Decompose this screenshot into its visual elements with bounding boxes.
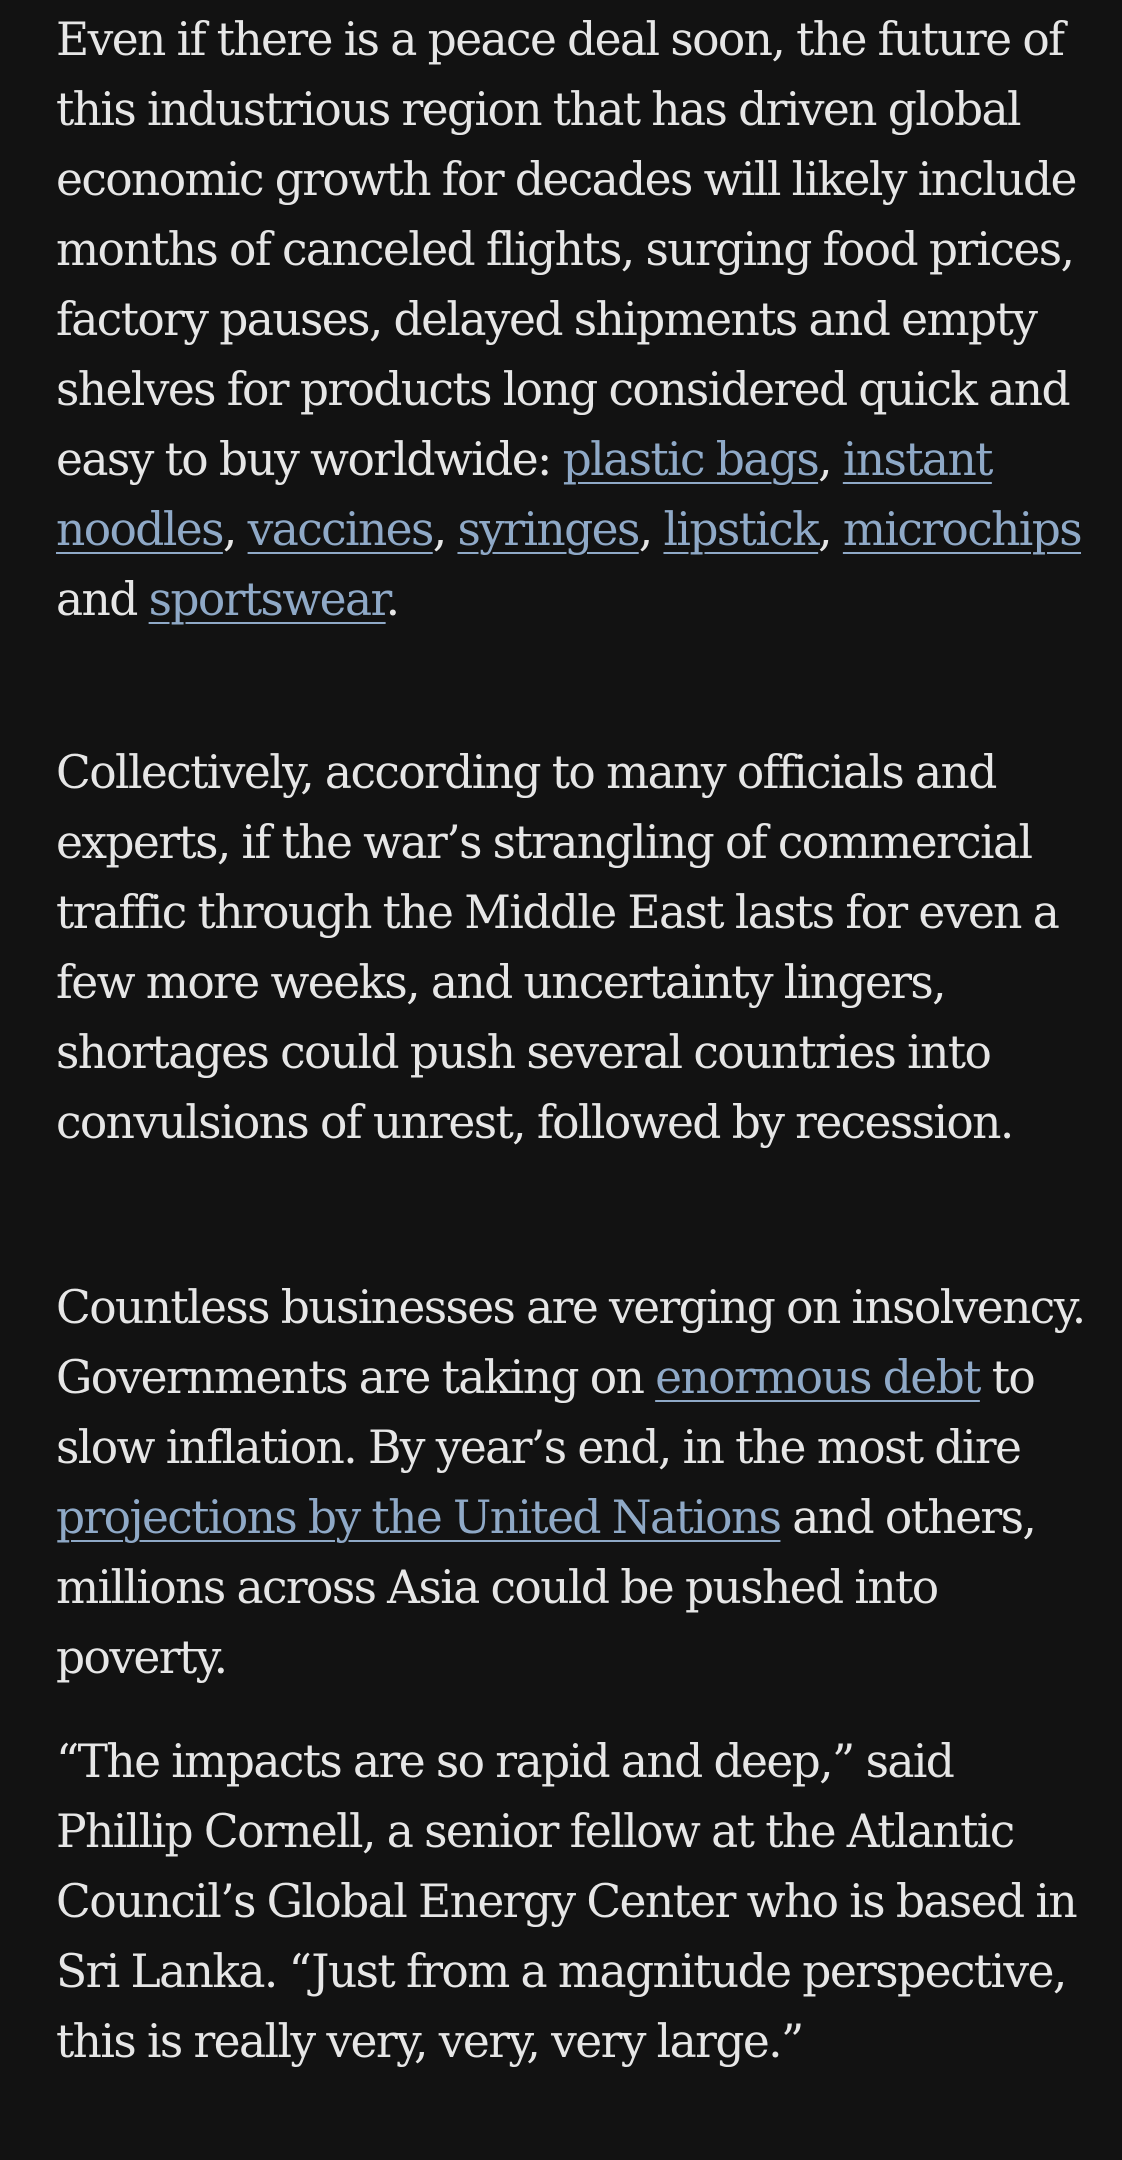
link-syringes[interactable]: syringes xyxy=(457,503,639,556)
comma-separator: , xyxy=(432,503,458,556)
sentence-end: . xyxy=(385,573,399,626)
paragraph-2: Collectively, according to many officials and experts, if the war’s strangling of commercial traffic through the Middle East lasts for even a few more weeks, and uncertainty lingers, shortages could push several countries into convulsions of unrest, followed by recession. xyxy=(56,746,1059,1149)
paragraph-3-text-2: to slow inflation. By year’s end, in the most dire xyxy=(56,1351,1035,1474)
link-microchips[interactable]: microchips xyxy=(842,503,1082,556)
paragraph-1 xyxy=(56,5,1096,635)
link-vaccines[interactable]: vaccines xyxy=(247,503,433,556)
paragraph-3-text-3: and others, millions across Asia could be pushed into poverty. xyxy=(56,1491,1036,1684)
and-connector: and xyxy=(56,573,149,626)
link-lipstick[interactable]: lipstick xyxy=(663,503,819,556)
link-enormous-debt[interactable]: enormous debt xyxy=(655,1351,980,1404)
comma-separator: , xyxy=(222,503,248,556)
link-sportswear[interactable]: sportswear xyxy=(148,573,386,626)
link-instant-noodles[interactable]: instant noodles xyxy=(56,433,992,556)
paragraph-3 xyxy=(56,1273,1096,1693)
paragraph-3-text-1: Countless businesses are verging on insolvency. Governments are taking on xyxy=(56,1281,1085,1404)
paragraph-4-quote: “The impacts are so rapid and deep,” said Phillip Cornell, a senior fellow at the Atlantic Council’s Global Energy Center who is based in Sri Lanka. “Just from a magnitude perspective, this is really very, very, very large.” xyxy=(56,1735,1077,2068)
paragraph-1-text: Even if there is a peace deal soon, the future of this industrious region that has driven global economic growth for decades will likely include months of canceled flights, surging food prices, factory pauses, delayed shipments and empty shelves for products long considered quick and easy to buy worldwide: xyxy=(56,13,1076,486)
comma-separator: , xyxy=(818,503,843,556)
link-un-projections[interactable]: projections by the United Nations xyxy=(56,1491,781,1544)
link-plastic-bags[interactable]: plastic bags xyxy=(562,433,819,486)
comma-separator: , xyxy=(818,433,843,486)
comma-separator: , xyxy=(638,503,664,556)
